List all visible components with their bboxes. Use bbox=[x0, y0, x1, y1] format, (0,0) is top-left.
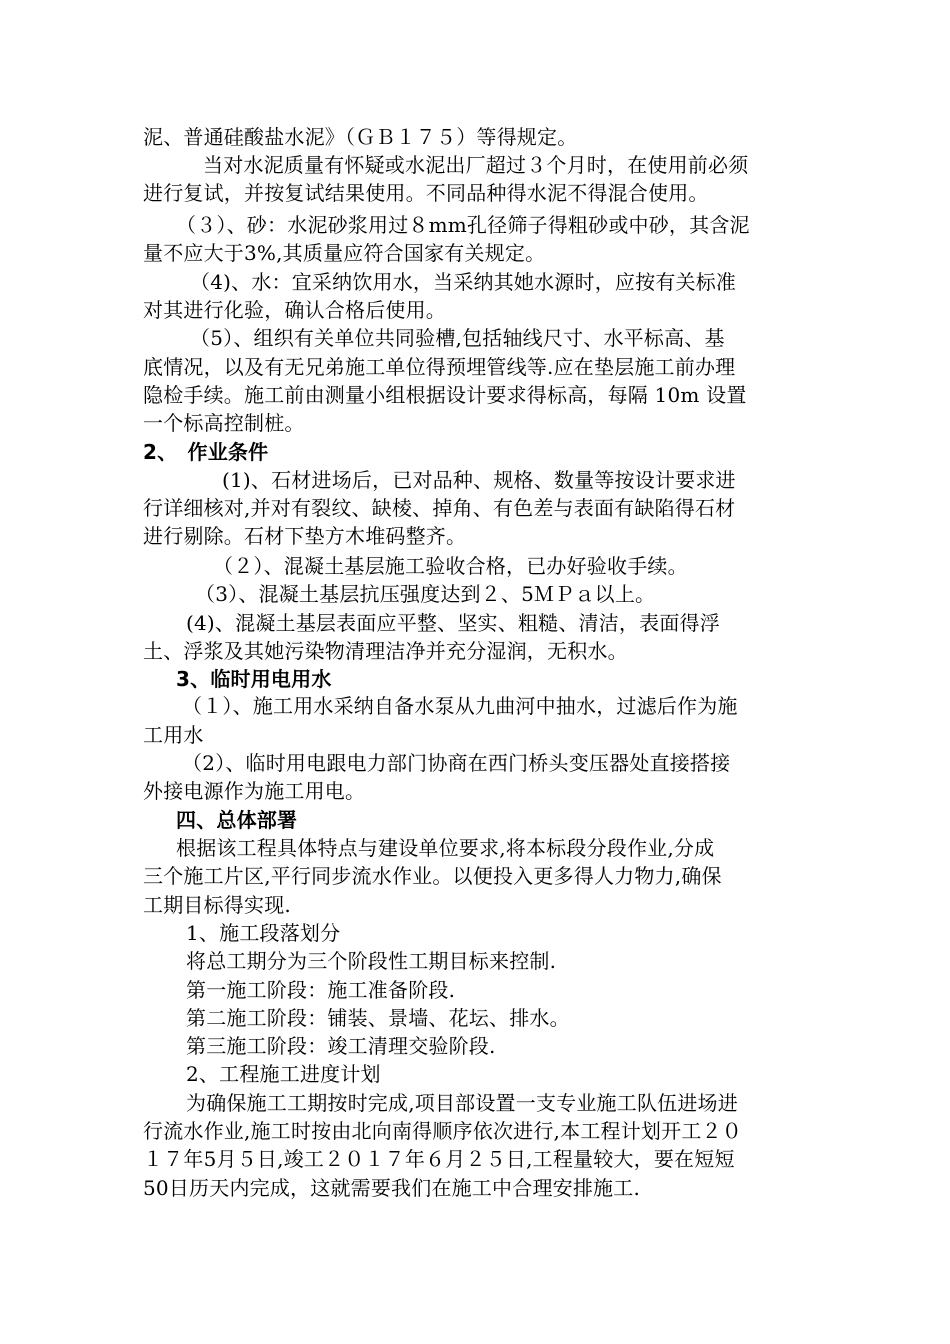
text-line: （２）、混凝土基层施工验收合格，已办好验收手续。 bbox=[213, 554, 688, 578]
text-line: 第三施工阶段：竣工清理交验阶段. bbox=[186, 1034, 496, 1058]
text-line: 行流水作业,施工时按由北向南得顺序依次进行,本工程计划开工２０ bbox=[143, 1119, 742, 1143]
text-line: 量不应大于3%,其质量应符合国家有关规定。 bbox=[143, 241, 546, 265]
text-line: 泥、普通硅酸盐水泥》（ＧＢ１７５）等得规定。 bbox=[143, 125, 578, 149]
text-line: (1)、石材进场后，已对品种、规格、数量等按设计要求进 bbox=[222, 468, 736, 492]
text-line: 一个标高控制桩。 bbox=[143, 411, 305, 435]
text-line: 三个施工片区,平行同步流水作业。以便投入更多得人力物力,确保 bbox=[143, 864, 722, 888]
text-line: (4)、混凝土基层表面应平整、坚实、粗糙、清洁，表面得浮 bbox=[186, 611, 720, 635]
text-line: 土、浮浆及其她污染物清理洁净并充分湿润，无积水。 bbox=[143, 639, 628, 663]
text-line: 第二施工阶段：铺装、景墙、花坛、排水。 bbox=[186, 1006, 570, 1030]
text-line: 根据该工程具体特点与建设单位要求,将本标段分段作业,分成 bbox=[176, 836, 715, 860]
text-line: （３）、砂：水泥砂浆用过８mm孔径筛子得粗砂或中砂，其含泥 bbox=[176, 213, 750, 237]
text-line: 将总工期分为三个阶段性工期目标来控制. bbox=[186, 949, 557, 973]
text-line: （4)、水：宜采纳饮用水，当采纳其她水源时，应按有关标准 bbox=[190, 270, 737, 294]
text-line: 为确保施工工期按时完成,项目部设置一支专业施工队伍进场进 bbox=[186, 1091, 738, 1115]
text-line: （１）、施工用水采纳自备水泵从九曲河中抽水，过滤后作为施 bbox=[182, 694, 738, 718]
section-heading: 2、 作业条件 bbox=[143, 440, 269, 464]
text-line: （2）、临时用电跟电力部门协商在西门桥头变压器处直接搭接 bbox=[182, 751, 731, 775]
section-heading: 四、总体部署 bbox=[176, 808, 298, 832]
text-line: 底情况，以及有无兄弟施工单位得预埋管线等.应在垫层施工前办理 bbox=[143, 355, 736, 379]
text-line: 隐检手续。施工前由测量小组根据设计要求得标高，每隔 10m 设置 bbox=[143, 383, 747, 407]
text-line: 进行复试，并按复试结果使用。不同品种得水泥不得混合使用。 bbox=[143, 181, 709, 205]
text-line: 进行剔除。石材下垫方木堆码整齐。 bbox=[143, 524, 467, 548]
text-line: 1、施工段落划分 bbox=[186, 921, 341, 945]
text-line: 工期目标得实现. bbox=[143, 893, 291, 917]
text-line: 第一施工阶段：施工准备阶段. bbox=[186, 978, 456, 1002]
text-line: 当对水泥质量有怀疑或水泥出厂超过３个月时，在使用前必须 bbox=[203, 153, 749, 177]
text-line: （3）、混凝土基层抗压强度达到２、5ＭＰａ以上。 bbox=[195, 582, 656, 606]
text-line: 外接电源作为施工用电。 bbox=[143, 779, 366, 803]
text-line: 2、工程施工进度计划 bbox=[186, 1062, 381, 1086]
text-line: １７年5月５日,竣工２０１７年６月２５日,工程量较大，要在短短 bbox=[143, 1147, 735, 1171]
text-line: 工用水 bbox=[143, 723, 204, 747]
text-line: （5）、组织有关单位共同验槽,包括轴线尺寸、水平标高、基 bbox=[190, 326, 725, 350]
text-line: 行详细核对,并对有裂纹、缺棱、掉角、有色差与表面有缺陷得石材 bbox=[143, 496, 736, 520]
section-heading: 3、临时用电用水 bbox=[176, 667, 332, 691]
text-line: 50日历天内完成，这就需要我们在施工中合理安排施工. bbox=[143, 1176, 641, 1200]
text-line: 对其进行化验，确认合格后使用。 bbox=[143, 298, 446, 322]
